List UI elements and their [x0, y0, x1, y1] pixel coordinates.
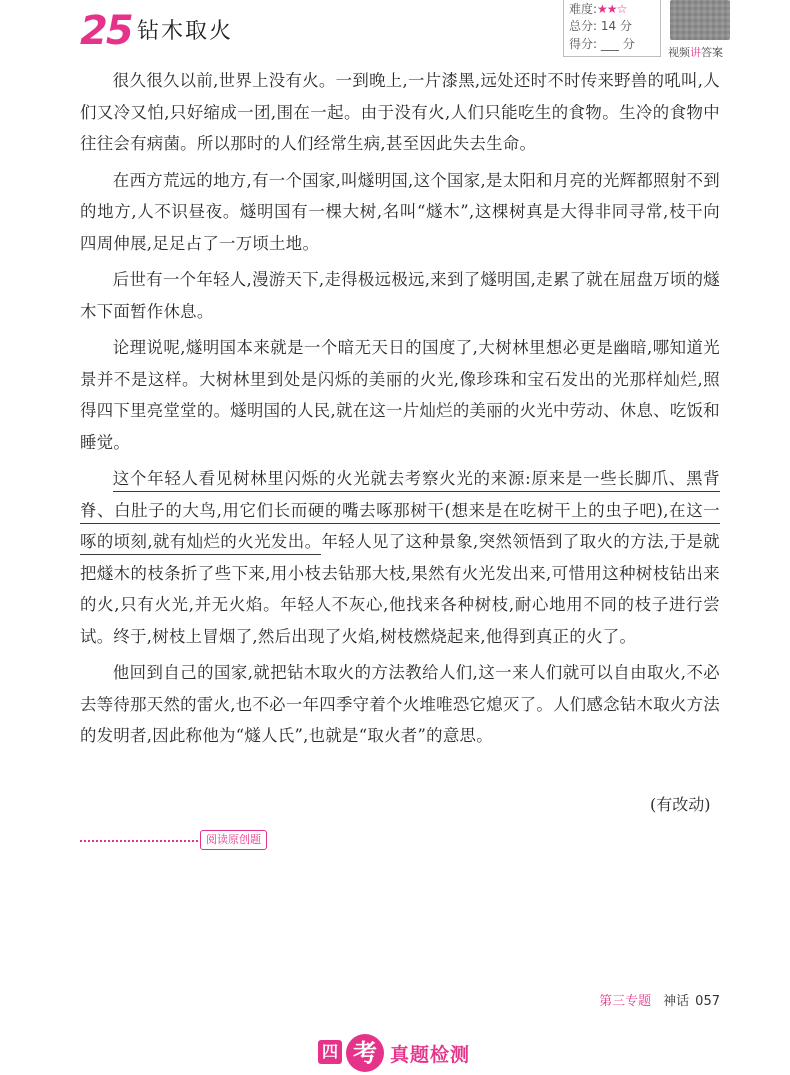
score-unit: 分 — [622, 37, 635, 51]
score-label: 得分: — [569, 37, 598, 51]
banner-badge-2: 考 — [346, 1034, 384, 1072]
qr-code-icon[interactable] — [670, 0, 730, 40]
dotted-divider — [80, 840, 198, 842]
paragraph-rest: 年轻人见了这种景象,突然领悟到了取火的方法,于是就把燧木的枝条折了些下来,用小枝去钻那大枝,果然有火光发出来,可惜用这种树枝钻出来的火,只有火光,并无火焰。年轻人不灰心,他找来各种树枝,耐心地用不同的枝子进行尝试。终于,树枝上冒烟了,然后出现了火焰,树枝燃烧起来,他得到真正的火了。 — [80, 532, 720, 646]
page-number: 057 — [695, 994, 720, 1009]
total-score-row — [569, 17, 632, 34]
underlined-sentence: 这个年轻人看见树林里闪烁的火光就去考察火光的来源:原来是一些长脚爪、黑背脊、白肚子的大鸟,用它们长而硬的嘴去啄那树干(想来是在吃树干上的虫子吧),在这一啄的顷刻,就有灿烂的火光发出。 — [80, 469, 720, 555]
difficulty-label: 难度: — [569, 2, 598, 16]
footer-topic: 第三专题 — [599, 994, 652, 1009]
paragraph: 后世有一个年轻人,漫游天下,走得极远极远,来到了燧明国,走累了就在屈盘万顷的燧木下面暂作休息。 — [80, 270, 720, 321]
total-value: 14 — [600, 19, 617, 33]
qr-caption: 视频讲答案 — [668, 46, 723, 59]
difficulty-stars-icon: ★★☆ — [597, 2, 627, 16]
banner-text: 真题检测 — [390, 1044, 471, 1066]
source-note: (有改动) — [650, 795, 711, 814]
total-label: 总分: — [569, 19, 598, 33]
score-blank[interactable]: ___ — [600, 37, 619, 51]
difficulty-row — [569, 0, 626, 17]
section-banner — [318, 1036, 518, 1070]
lesson-title: 钻木取火 — [137, 19, 234, 44]
story-text — [80, 65, 720, 757]
section-tag: 阅读原创题 — [200, 830, 267, 850]
paragraph: 很久很久以前,世界上没有火。一到晚上,一片漆黑,远处还时不时传来野兽的吼叫,人们又冷又怕,只好缩成一团,围在一起。由于没有火,人们只能吃生的食物。生冷的食物中往往会有病菌。所以那时的人们经常生病,甚至因此失去生命。 — [80, 71, 720, 153]
footer-subject: 神话 — [663, 994, 690, 1009]
paragraph — [80, 463, 720, 652]
page-footer — [599, 990, 720, 1009]
paragraph: 他回到自己的国家,就把钻木取火的方法教给人们,这一来人们就可以自由取火,不必去等待那天然的雷火,也不必一年四季守着个火堆唯恐它熄灭了。人们感念钻木取火方法的发明者,因此称他为“燧人氏”,也就是“取火者”的意思。 — [80, 663, 720, 745]
total-unit: 分 — [619, 19, 632, 33]
paragraph: 在西方荒远的地方,有一个国家,叫燧明国,这个国家,是太阳和月亮的光辉都照射不到的地方,人不识昼夜。燧明国有一棵大树,名叫“燧木”,这棵树真是大得非同寻常,枝干向四周伸展,足足占了一万顷土地。 — [80, 170, 720, 253]
banner-badge-1: 四 — [318, 1040, 342, 1064]
lesson-number: 25 — [80, 8, 132, 54]
obtained-score-row — [569, 35, 635, 52]
paragraph: 论理说呢,燧明国本来就是一个暗无天日的国度了,大树林里想必更是幽暗,哪知道光景并不是这样。大树林里到处是闪烁的美丽的火光,像珍珠和宝石发出的光那样灿烂,照得四下里亮堂堂的。燧明国的人民,就在这一片灿烂的美丽的火光中劳动、休息、吃饭和睡觉。 — [80, 338, 720, 452]
page-header — [0, 0, 790, 70]
score-box — [563, 0, 661, 57]
